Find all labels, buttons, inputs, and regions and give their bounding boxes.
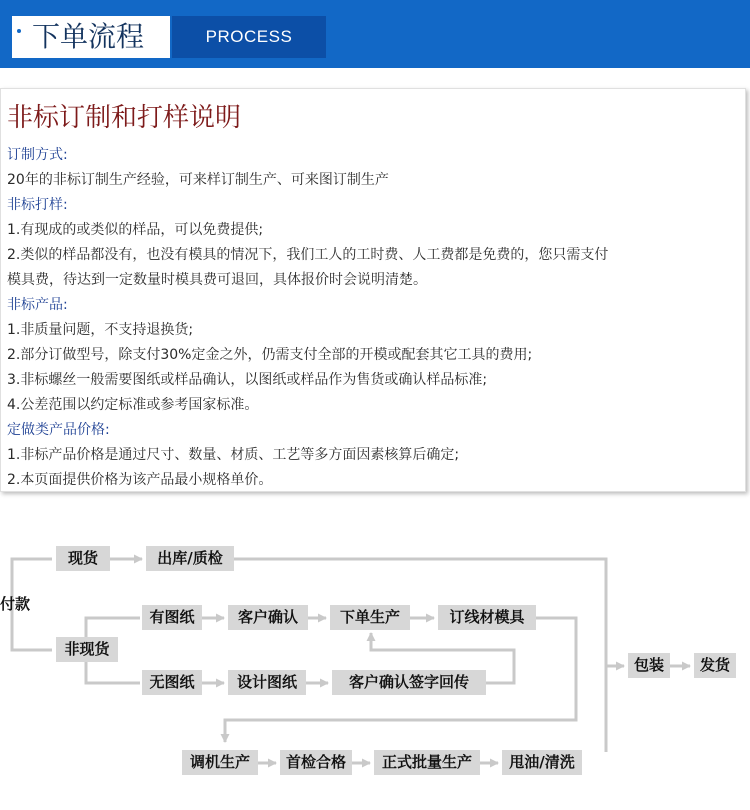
step-confirm-sign: 客户确认签字回传 [332,670,486,695]
banner-subtitle: PROCESS [205,27,293,46]
step-ship: 发货 [694,653,736,678]
info-line: 订制方式: [7,147,68,163]
info-title: 非标订制和打样说明 [7,103,242,133]
info-line: 1.非质量问题，不支持退换货; [7,322,194,338]
step-oil-clean: 甩油/清洗 [502,750,582,775]
info-line: 2.本页面提供价格为该产品最小规格单价。 [7,472,273,488]
info-panel [0,88,746,492]
step-in-stock: 现货 [56,546,110,571]
step-order-material: 订线材模具 [438,605,536,630]
step-mass-production: 正式批量生产 [374,750,480,775]
info-line: 定做类产品价格: [7,422,110,438]
info-line: 模具费，待达到一定数量时模具费可退回，具体报价时会说明清楚。 [7,272,427,288]
step-customer-confirm: 客户确认 [228,605,308,630]
info-line: 非标打样: [7,197,68,213]
step-place-order: 下单生产 [330,605,410,630]
info-line: 4.公差范围以约定标准或参考国家标准。 [7,397,259,413]
step-design-drawing: 设计图纸 [228,670,306,695]
info-line: 非标产品: [7,297,68,313]
info-line: 3.非标螺丝一般需要图纸或样品确认，以图纸或样品作为售货或确认样品标准; [7,372,488,388]
step-pay: 付款 [0,595,31,613]
info-line: 20年的非标订制生产经验，可来样订制生产、可来图订制生产 [7,172,389,188]
step-has-drawing: 有图纸 [142,605,202,630]
step-out-qc: 出库/质检 [146,546,234,571]
bullet-icon [17,29,21,33]
step-not-stock: 非现货 [56,637,118,662]
header-banner [0,0,750,68]
step-debug: 调机生产 [182,750,258,775]
step-no-drawing: 无图纸 [142,670,202,695]
info-line: 2.部分订做型号，除支付30%定金之外，仍需支付全部的开模或配套其它工具的费用; [7,347,533,363]
step-packing: 包装 [628,653,670,678]
process-flowchart [0,530,750,810]
info-line: 1.非标产品价格是通过尺寸、数量、材质、工艺等多方面因素核算后确定; [7,447,460,463]
info-line: 1.有现成的或类似的样品，可以免费提供; [7,222,264,238]
info-line: 2.类似的样品都没有，也没有模具的情况下，我们工人的工时费、人工费都是免费的，您只需支付 [7,247,609,263]
step-first-check: 首检合格 [280,750,352,775]
banner-title: 下单流程 [32,20,145,53]
